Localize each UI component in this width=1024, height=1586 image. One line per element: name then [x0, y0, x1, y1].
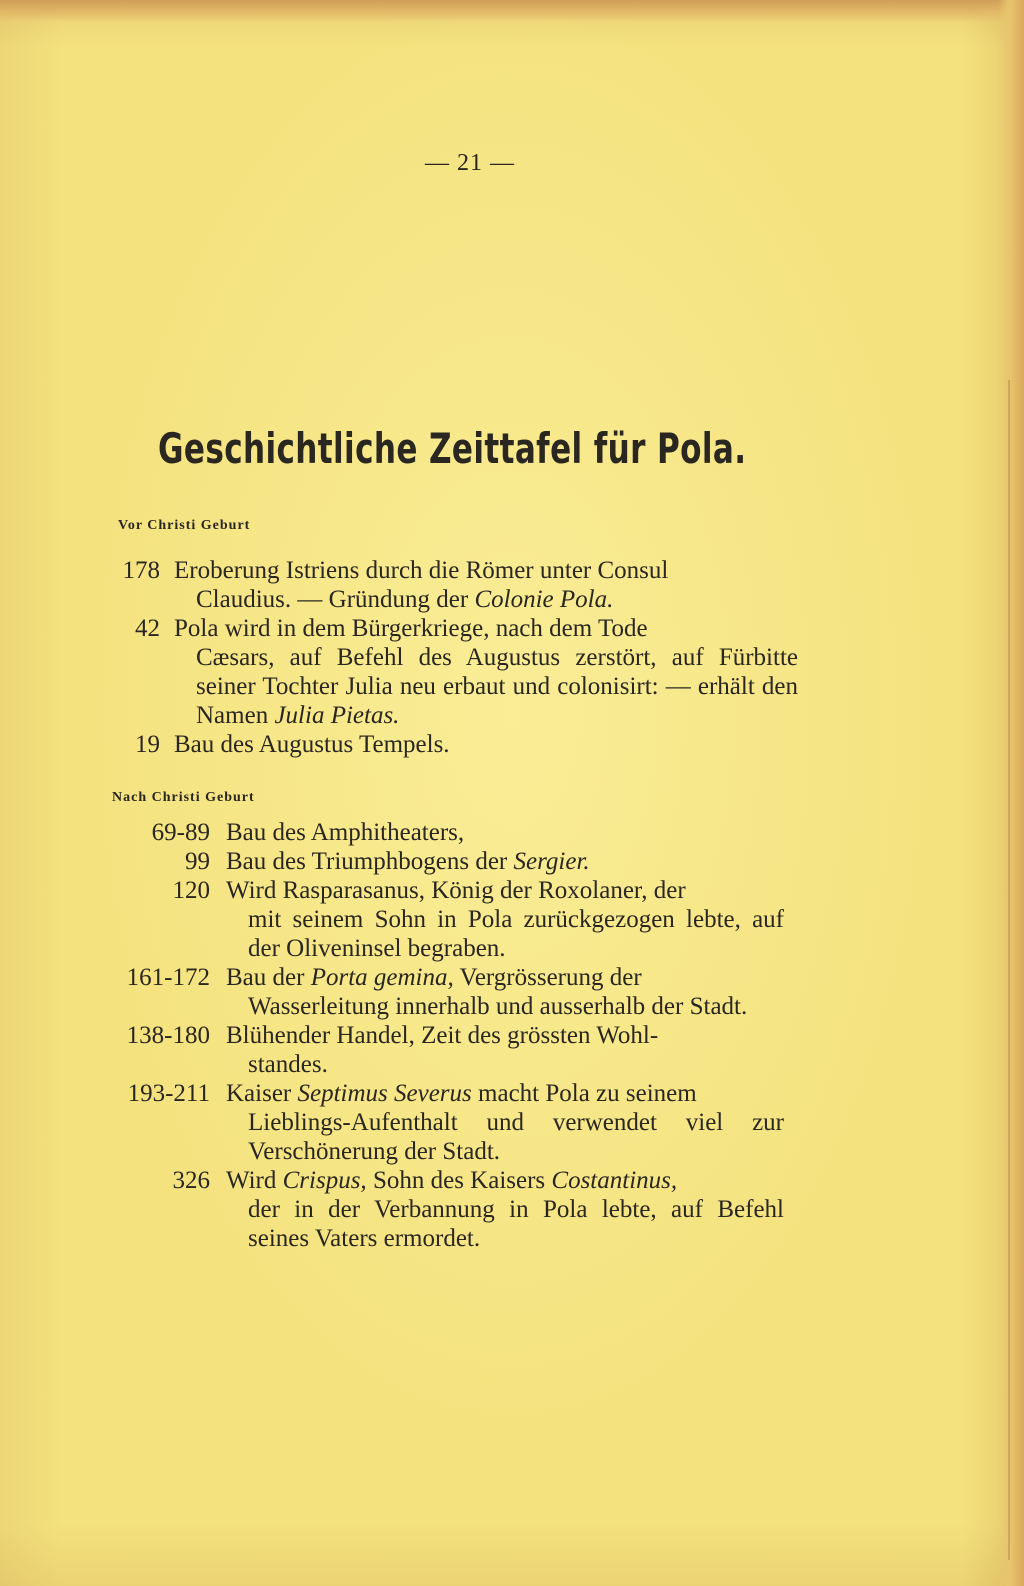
entry-year: 69-89 — [151, 819, 210, 846]
entry-description — [226, 847, 784, 876]
entry-year: 178 — [122, 557, 160, 584]
page-title: Geschichtliche Zeittafel für Pola. — [158, 424, 747, 473]
timeline-before — [118, 556, 798, 759]
entry-text: Bau des Triumphbogens der — [226, 848, 514, 875]
page-top-edge — [0, 0, 1024, 22]
entry-continuation: Wasserleitung innerhalb und ausserhalb der Stadt. — [248, 993, 748, 1020]
entry-description — [226, 1021, 784, 1079]
section-label-after: Nach Christi Geburt — [112, 790, 255, 805]
entry-first-line: Blühender Handel, Zeit des grössten Wohl- — [226, 1022, 659, 1049]
entry-description — [174, 614, 798, 730]
entry-description — [226, 963, 784, 1021]
entry-continuation: der in der Verbannung in Pola lebte, auf Befehl seines Vaters ermordet. — [248, 1196, 784, 1252]
entry-italic: Crispus, — [282, 1167, 367, 1194]
entry-description — [226, 876, 784, 963]
entry-text: Vergrösserung der — [453, 964, 642, 991]
timeline-entry — [118, 614, 798, 730]
timeline-after — [104, 818, 784, 1253]
entry-description — [174, 556, 798, 614]
entry-description — [226, 818, 784, 847]
entry-year: 138-180 — [126, 1022, 210, 1049]
entry-continuation — [174, 643, 798, 730]
entry-continuation — [174, 585, 798, 614]
entry-text: Sohn des Kaisers — [366, 1167, 552, 1194]
entry-year: 19 — [135, 731, 160, 758]
entry-description — [174, 730, 798, 759]
entry-year: 193-211 — [127, 1080, 210, 1107]
page-number: — 21 — — [425, 150, 515, 176]
timeline-entry — [104, 1166, 784, 1253]
timeline-entry — [104, 1079, 784, 1166]
entry-year: 99 — [185, 848, 210, 875]
timeline-entry — [104, 963, 784, 1021]
timeline-entry — [104, 876, 784, 963]
timeline-entry — [118, 730, 798, 759]
timeline-entry — [104, 847, 784, 876]
entry-first-line — [226, 1079, 784, 1108]
entry-first-line: Pola wird in dem Bürgerkriege, nach dem Tode — [174, 615, 648, 642]
entry-description — [226, 1079, 784, 1166]
entry-text: Wird — [226, 1167, 283, 1194]
entry-first-line: Eroberung Istriens durch die Römer unter Consul — [174, 557, 669, 584]
section-label-before: Vor Christi Geburt — [118, 518, 251, 533]
entry-text: macht Pola zu seinem — [471, 1080, 697, 1107]
entry-text: Bau der — [226, 964, 311, 991]
page-right-edge — [998, 0, 1024, 1586]
timeline-entry — [104, 818, 784, 847]
entry-text: Cæsars, auf Befehl des Augustus zerstört, auf Fürbitte seiner Tochter Julia neu erbaut und colonisirt: — erhält den Namen — [196, 644, 798, 729]
entry-first-line — [226, 1166, 784, 1195]
entry-first-line — [226, 847, 784, 876]
entry-italic: Sergier. — [513, 848, 590, 875]
timeline-entry — [104, 1021, 784, 1079]
entry-year: 42 — [135, 615, 160, 642]
entry-year: 120 — [172, 877, 210, 904]
entry-description — [226, 1166, 784, 1253]
entry-continuation: standes. — [248, 1051, 328, 1078]
entry-text: Claudius. — Gründung der — [196, 586, 475, 613]
entry-first-line — [226, 963, 784, 992]
entry-italic: Costantinus, — [551, 1167, 678, 1194]
entry-first-line: Bau des Augustus Tempels. — [174, 731, 450, 758]
timeline-entry — [118, 556, 798, 614]
entry-italic: Julia Pietas. — [274, 702, 400, 729]
page-fold-line — [1008, 380, 1010, 1560]
entry-text: Kaiser — [226, 1080, 298, 1107]
entry-year: 326 — [172, 1167, 210, 1194]
entry-first-line: Bau des Amphitheaters, — [226, 819, 465, 846]
entry-continuation: Lieblings-Aufenthalt und verwendet viel zur Verschönerung der Stadt. — [248, 1109, 784, 1165]
entry-italic: Porta gemina, — [310, 964, 454, 991]
entry-italic: Colonie Pola. — [474, 586, 614, 613]
entry-first-line: Wird Rasparasanus, König der Roxolaner, der — [226, 877, 686, 904]
entry-year: 161-172 — [126, 964, 210, 991]
entry-italic: Septimus Severus — [297, 1080, 472, 1107]
entry-continuation: mit seinem Sohn in Pola zurückgezogen lebte, auf der Oliveninsel begraben. — [248, 906, 784, 962]
